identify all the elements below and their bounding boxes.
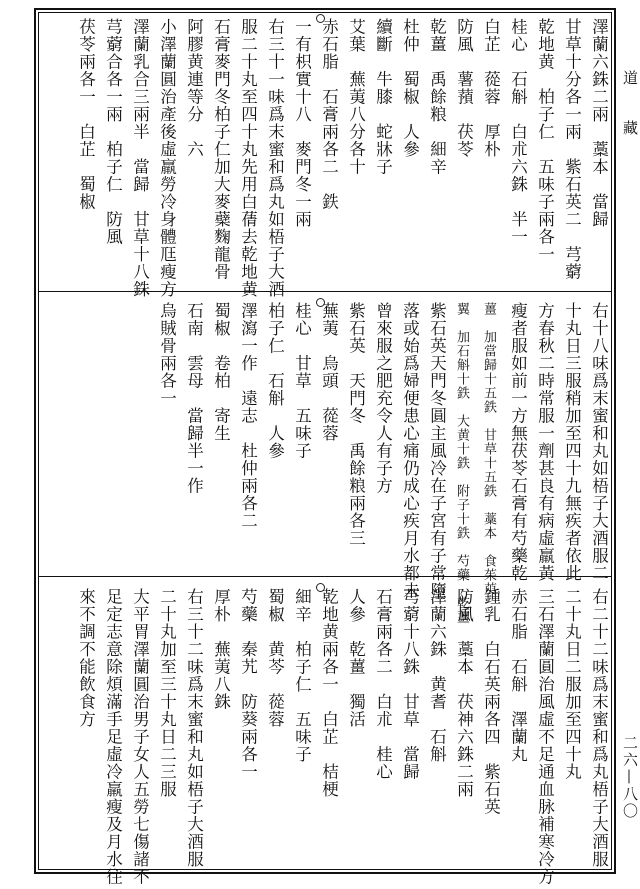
- text-column: 芎藭合各一兩 柏子仁 防風: [103, 18, 123, 246]
- text-column: 桂心 甘草 五味子: [292, 302, 312, 460]
- text-column: 防風 薯蕷 茯苓: [454, 18, 474, 158]
- text-column: 乾地黄兩各一 白芷 桔梗: [319, 588, 339, 798]
- text-column: 乾地黄 柏子仁 五味子兩各一: [535, 18, 555, 263]
- text-column: 茯苓兩各一 白芷 蜀椒: [76, 18, 96, 211]
- text-column: 烏賊骨兩各一: [157, 302, 177, 407]
- text-column: 三石澤蘭圓治風虛不足通血脉補寒冷方: [535, 588, 555, 886]
- text-column: 人參 乾薑 獨活: [346, 588, 366, 728]
- text-column: 阿膠黄連等分 六: [184, 18, 204, 158]
- margin-title: 道 藏: [621, 70, 639, 145]
- text-column: 服二十丸至四十丸先用白蒨去乾地黄: [238, 18, 258, 298]
- text-column: 右二十二味爲末蜜和爲丸梧子大酒服: [589, 588, 609, 868]
- text-column: 澤蘭六銖二兩 藁本 當歸: [589, 18, 609, 228]
- text-column: 鍾乳 白石英兩各四 紫石英: [481, 588, 501, 816]
- text-column: 二十丸加至三十丸日二三服: [157, 588, 177, 798]
- text-column: 柏子仁 石斛 人參: [265, 302, 285, 460]
- text-column: 一有枳實十八 麥門冬一兩: [292, 18, 312, 228]
- text-column: 右十八味爲末蜜和丸如梧子大酒服二: [589, 302, 609, 582]
- text-column: 芎藭十八銖 甘草 當歸: [400, 588, 420, 781]
- text-column: 石南 雲母 當歸半一作: [184, 302, 204, 495]
- text-column: 落或始爲婦便患心痛仍成心疾月水都未: [400, 302, 420, 600]
- text-column: 來不調不能飲食方: [76, 588, 96, 728]
- text-column: 防風 藁本 茯神六銖二兩: [454, 588, 474, 798]
- text-column: 桂心 石斛 白朮六銖 半一: [508, 18, 528, 246]
- text-column: 白芷 蓯蓉 厚朴: [481, 18, 501, 158]
- text-column: 翼 加石斛十鉄 大黄十鉄 附子十鉄 芍藥 乾薑: [454, 302, 469, 624]
- text-column: 澤蘭乳合三兩半 當歸 甘草十八銖: [130, 18, 150, 298]
- page-number: 二六—八〇: [621, 735, 639, 820]
- text-column: 方春秋二時常服一劑甚良有病虛羸黃: [535, 302, 555, 582]
- text-column: 曾來服之肥充令人有子方: [373, 302, 393, 495]
- text-column: 赤石脂 石斛 澤蘭丸: [508, 588, 528, 763]
- text-column: 右三十一味爲末蜜和爲丸如梧子大酒: [265, 18, 285, 298]
- text-column: 杜仲 蜀椒 人參: [400, 18, 420, 158]
- text-column: 瘦者服如前一方無茯苓石膏有芍藥乾: [508, 302, 528, 582]
- text-column: 紫石英 天門冬 禹餘粮兩各三: [346, 302, 366, 547]
- text-column: 蜀椒 黄芩 蓯蓉: [265, 588, 285, 728]
- text-column: 續斷 牛膝 蛇牀子: [373, 18, 393, 176]
- text-column: 足定志意除煩滿手足虛冷羸瘦及月水往: [103, 588, 123, 886]
- text-column: 艾葉 蕪荑八分各十: [346, 18, 366, 176]
- text-column: 十丸日三服稍加至四十九無疾者依此: [562, 302, 582, 582]
- text-column: 赤石脂 石膏兩各二 鉄: [319, 18, 339, 211]
- text-column: 二十丸日二服加至四十丸: [562, 588, 582, 781]
- text-column: 蕪荑 烏頭 蓯蓉: [319, 302, 339, 442]
- text-column: 澤瀉一作 遠志 杜仲兩各二: [238, 302, 258, 530]
- text-column: 石膏兩各二 白朮 桂心: [373, 588, 393, 781]
- section-divider: [38, 291, 612, 292]
- text-column: 芍藥 秦艽 防葵兩各一: [238, 588, 258, 781]
- text-column: 石膏麥門冬柏子仁加大麥蘗麴龍骨: [211, 18, 231, 281]
- text-column: 薑 加當歸十五鉄 甘草十五鉄 藁本 食茱萸: [481, 302, 496, 596]
- text-column: 細辛 柏子仁 五味子: [292, 588, 312, 763]
- text-column: 蜀椒 卷柏 寄生: [211, 302, 231, 442]
- text-column: 小澤蘭圓治產後虛羸勞冷身體尫瘦方: [157, 18, 177, 298]
- text-column: 厚朴 蕪荑八銖: [211, 588, 231, 711]
- text-column: 紫石英天門冬圓主風冷在子宮有子常墮: [427, 302, 447, 600]
- text-column: 甘草十分各一兩 紫石英二 芎藭: [562, 18, 582, 281]
- text-column: 乾薑 禹餘粮 細辛: [427, 18, 447, 176]
- text-column: 澤蘭六銖 黄耆 石斛: [427, 588, 447, 763]
- text-column: 大平胃澤蘭圓治男子女人五勞七傷諸不: [130, 588, 150, 886]
- text-column: 右三十二味爲末蜜和丸如梧子大酒服: [184, 588, 204, 868]
